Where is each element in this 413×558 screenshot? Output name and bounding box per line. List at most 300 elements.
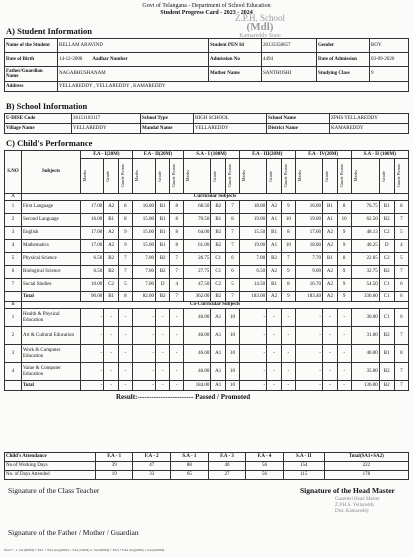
grade-point-cell: 9 — [337, 279, 351, 292]
result-line: Result:------------------------ Passed / Promoted — [116, 393, 251, 401]
grade-point-cell: 7 — [282, 253, 296, 266]
subject-sno: 4 — [5, 240, 22, 253]
marks-cell: 61.00 — [184, 240, 211, 253]
grade-point-cell: 5 — [394, 227, 408, 240]
student-name: BELLAM ARAVIND — [58, 39, 209, 53]
district-label: District Name — [267, 124, 330, 134]
district-value: KAMAREDDY — [330, 124, 409, 134]
marks-cell: 16.00 — [81, 214, 104, 227]
subject-name: Health & Physical Education — [22, 309, 81, 327]
marks-cell: 10.00 — [81, 279, 104, 292]
grade-point-cell: - — [170, 381, 184, 391]
grade-point-cell: 5 — [394, 253, 408, 266]
grade-cell: - — [104, 327, 119, 345]
grade-point-cell: 8 — [282, 227, 296, 240]
marks-cell: 40.00 — [351, 345, 379, 363]
marks-cell: 183.00 — [239, 292, 266, 302]
grade-point-cell: - — [337, 327, 351, 345]
grade-point-cell: 7 — [226, 240, 240, 253]
grade-cell: B2 — [379, 266, 394, 279]
grade-cell: B1 — [379, 345, 394, 363]
grade-points-subheader: Grade Points — [226, 159, 240, 194]
marks-cell: 6.50 — [239, 266, 266, 279]
grade-point-cell: - — [170, 363, 184, 381]
marks-cell: 32.75 — [351, 266, 379, 279]
grade-cell: C2 — [379, 253, 394, 266]
grade-subheader: Grade — [104, 159, 119, 194]
marks-cell: - — [81, 327, 104, 345]
doa-label: Date of Admission — [317, 53, 370, 67]
grade-point-cell: - — [119, 363, 133, 381]
school-type-value: HIGH SCHOOL — [194, 114, 267, 124]
grade-cell: - — [155, 363, 169, 381]
days-attended-cell: 178 — [324, 471, 408, 480]
working-days-cell: 88 — [170, 462, 208, 471]
mandal-value: YELLAREDDY — [194, 124, 267, 134]
days-attended-cell: 19 — [96, 471, 133, 480]
subject-sno: 1 — [5, 309, 22, 327]
address-label: Address — [5, 82, 58, 92]
days-attended-cell: 27 — [208, 471, 245, 480]
grade-cell: - — [155, 345, 169, 363]
grade-cell: B2 — [379, 327, 394, 345]
section-a-title: A) Student Information — [6, 26, 92, 36]
grade-cell: A1 — [211, 327, 226, 345]
grade-point-cell: - — [119, 381, 133, 391]
grade-point-cell: 7 — [170, 292, 184, 302]
gender-label: Gender — [317, 39, 370, 53]
grade-cell: A1 — [211, 345, 226, 363]
grade-point-cell: 8 — [119, 201, 133, 214]
marks-cell: 136.00 — [351, 381, 379, 391]
head-master-signature: Signature of the Head Master — [300, 486, 395, 495]
grade-cell: B1 — [379, 201, 394, 214]
grade-subheader: Grade — [211, 159, 226, 194]
grade-cell: A2 — [267, 292, 282, 302]
subject-row — [5, 279, 409, 292]
marks-subheader: Marks — [295, 159, 322, 194]
grade-cell: B1 — [104, 292, 119, 302]
grade-cell: B1 — [322, 201, 337, 214]
grade-point-cell: 7 — [119, 266, 133, 279]
marks-cell: 19.00 — [295, 214, 322, 227]
grade-cell: B2 — [211, 292, 226, 302]
grade-cell: B1 — [155, 227, 169, 240]
grade-point-cell: 9 — [337, 240, 351, 253]
grade-point-cell: 7 — [394, 214, 408, 227]
grade-point-cell: - — [119, 309, 133, 327]
grade-cell: A2 — [104, 240, 119, 253]
grade-cell: B2 — [211, 201, 226, 214]
marks-cell: - — [295, 381, 322, 391]
section-c-title: C) Child's Performance — [6, 138, 93, 148]
village-value: YELLAREDDY — [72, 124, 141, 134]
marks-subheader: Marks — [132, 159, 155, 194]
marks-cell: 27.75 — [184, 266, 211, 279]
marks-cell: 26.75 — [184, 253, 211, 266]
grade-cell: - — [155, 309, 169, 327]
marks-subheader: Marks — [239, 159, 266, 194]
marks-cell: 18.00 — [295, 240, 322, 253]
subject-sno: 2 — [5, 214, 22, 227]
address-value: YELLAREDDY , YELLAREDDY , KAMAREDDY — [58, 82, 409, 92]
school-name-label: School Name — [267, 114, 330, 124]
grade-point-cell: - — [282, 345, 296, 363]
grade-point-cell: 9 — [337, 266, 351, 279]
grade-cell: B2 — [155, 266, 169, 279]
grade-cell: B2 — [155, 253, 169, 266]
marks-cell: 9.00 — [295, 266, 322, 279]
grade-cell: B1 — [155, 240, 169, 253]
subject-sno: 4 — [5, 363, 22, 381]
grade-point-cell: 9 — [282, 266, 296, 279]
days-attended-label: No. of Days Attended — [5, 471, 96, 480]
subject-row — [5, 240, 409, 253]
grade-points-subheader: Grade Points — [119, 159, 133, 194]
marks-cell: 183.40 — [295, 292, 322, 302]
marks-cell: - — [295, 309, 322, 327]
marks-cell: 62.50 — [351, 214, 379, 227]
pen-label: Student PEN Id — [209, 39, 262, 53]
marks-cell: 16.00 — [295, 201, 322, 214]
cocurricular-heading: Co-Curricular Subjects — [22, 302, 409, 309]
marks-cell: 15.00 — [132, 240, 155, 253]
grade-point-cell: 5 — [226, 279, 240, 292]
grade-point-cell: 7 — [170, 266, 184, 279]
udise-value: 36151103117 — [72, 114, 141, 124]
grade-point-cell: 8 — [170, 227, 184, 240]
grade-point-cell: 8 — [282, 279, 296, 292]
grade-cell: A2 — [104, 201, 119, 214]
cototal-label: Total — [22, 381, 81, 391]
marks-cell: 47.50 — [184, 279, 211, 292]
school-name-value: ZPHS YELLAREDDY — [330, 114, 409, 124]
grade-point-cell: 8 — [337, 201, 351, 214]
grade-cell: - — [267, 381, 282, 391]
grade-point-cell: 7 — [119, 253, 133, 266]
attendance-col-5: F.A - 4 — [246, 453, 283, 462]
marks-cell: 7.00 — [132, 279, 155, 292]
class-teacher-signature: Signature of the Class Teacher — [8, 486, 100, 495]
grade-cell: A2 — [267, 266, 282, 279]
grade-cell: A1 — [322, 214, 337, 227]
grade-subheader: Grade — [322, 159, 337, 194]
mother-label: Mother Name — [209, 67, 262, 82]
marks-cell: 17.00 — [81, 227, 104, 240]
grade-point-cell: - — [337, 363, 351, 381]
grade-cell: B2 — [104, 266, 119, 279]
marks-cell: 19.00 — [239, 214, 266, 227]
subject-name: Work & Computer Education — [22, 345, 81, 363]
grade-point-cell: - — [337, 345, 351, 363]
subject-name: Value & Computer Education — [22, 363, 81, 381]
grade-cell: - — [267, 327, 282, 345]
grade-point-cell: 7 — [226, 292, 240, 302]
working-days-cell: 39 — [96, 462, 133, 471]
subject-name: Physical Science — [22, 253, 81, 266]
grade-point-cell: 10 — [226, 381, 240, 391]
marks-cell: - — [81, 309, 104, 327]
admission-no-value: 4494 — [262, 53, 317, 67]
subject-row — [5, 214, 409, 227]
marks-cell: 7.00 — [132, 266, 155, 279]
grade-points-subheader: Grade Points — [282, 159, 296, 194]
grade-point-cell: - — [170, 309, 184, 327]
grade-point-cell: - — [119, 327, 133, 345]
grade-point-cell: - — [170, 345, 184, 363]
attendance-col-2: F.A - 2 — [133, 453, 170, 462]
working-days-cell: 47 — [133, 462, 170, 471]
marks-cell: 82.00 — [132, 292, 155, 302]
attendance-col-6: S.A - II — [283, 453, 324, 462]
grade-point-cell: 8 — [337, 253, 351, 266]
grade-cell: B2 — [379, 214, 394, 227]
grade-point-cell: 10 — [226, 345, 240, 363]
marks-cell: 46.00 — [184, 309, 211, 327]
school-stamp-watermark: Z.P.H. School (Mdl) Kamareddy State — [234, 13, 285, 39]
marks-cell: 31.00 — [351, 327, 379, 345]
grade-point-cell: 10 — [226, 363, 240, 381]
grade-cell: - — [322, 363, 337, 381]
grade-cell: - — [155, 327, 169, 345]
grade-cell: A2 — [322, 240, 337, 253]
subject-sno: 7 — [5, 279, 22, 292]
grade-cell: - — [322, 381, 337, 391]
grade-cell: A2 — [267, 201, 282, 214]
father-label: Father/Guardian Name — [5, 67, 58, 82]
grade-cell: B1 — [104, 214, 119, 227]
grade-point-cell: 7 — [226, 227, 240, 240]
grade-cell: B2 — [211, 240, 226, 253]
marks-cell: 17.00 — [295, 227, 322, 240]
grade-subheader: Grade — [267, 159, 282, 194]
mother-value: SANTHOSHI — [262, 67, 317, 82]
grade-cell: B2 — [155, 292, 169, 302]
grade-cell: D — [155, 279, 169, 292]
grade-point-cell: 9 — [337, 292, 351, 302]
marks-cell: 15.00 — [132, 214, 155, 227]
marks-cell: - — [81, 345, 104, 363]
days-attended-cell: 56 — [246, 471, 283, 480]
subject-sno: 3 — [5, 345, 22, 363]
grade-cell: - — [104, 381, 119, 391]
grade-cell: B2 — [211, 227, 226, 240]
marks-cell: 70.50 — [184, 214, 211, 227]
grade-cell: C1 — [211, 266, 226, 279]
marks-cell: 17.00 — [81, 201, 104, 214]
village-label: Village Name — [5, 124, 72, 134]
group-a-label: A — [5, 194, 22, 201]
grade-subheader: Grade — [155, 159, 169, 194]
grade-point-cell: - — [337, 381, 351, 391]
grade-cell: B2 — [379, 381, 394, 391]
subject-row — [5, 253, 409, 266]
grade-cell: B2 — [379, 363, 394, 381]
cocurricular-row — [5, 327, 409, 345]
name-label: Name of the Student — [5, 39, 58, 53]
grade-cell: A1 — [211, 381, 226, 391]
marks-cell: 14.50 — [239, 279, 266, 292]
marks-cell: - — [239, 363, 266, 381]
marks-cell: - — [295, 345, 322, 363]
grade-point-cell: - — [170, 327, 184, 345]
subject-sno: 6 — [5, 266, 22, 279]
grade-point-cell: 8 — [170, 214, 184, 227]
grade-point-cell: 8 — [394, 345, 408, 363]
grade-points-subheader: Grade Points — [337, 159, 351, 194]
subject-name: English — [22, 227, 81, 240]
grade-point-cell: - — [119, 345, 133, 363]
aadhar-label: Aadhar Number — [92, 56, 128, 62]
exam-header-3: S.A - I (100M) — [184, 151, 240, 159]
subject-name: Biological Science — [22, 266, 81, 279]
grade-cell: A1 — [267, 214, 282, 227]
grade-cell: D — [379, 240, 394, 253]
marks-cell: - — [132, 381, 155, 391]
marks-cell: 30.00 — [351, 309, 379, 327]
class-value: 9 — [370, 67, 409, 82]
exam-header-1: F.A - I(20M) — [81, 151, 133, 159]
grade-cell: B1 — [267, 279, 282, 292]
grade-points-subheader: Grade Points — [170, 159, 184, 194]
father-value: NAGABHUSHANAM — [59, 71, 106, 77]
subject-name: Mathematics — [22, 240, 81, 253]
marks-cell: 362.00 — [184, 292, 211, 302]
marks-cell: 17.00 — [81, 240, 104, 253]
grade-cell: B1 — [322, 253, 337, 266]
subject-sno: 2 — [5, 327, 22, 345]
head-master-stamp: Gazetted Head Master Z.P.H.S. Yellareddy Dist. Kamareddy — [335, 497, 380, 514]
grade-cell: - — [104, 309, 119, 327]
grade-cell: C1 — [379, 279, 394, 292]
header-line2: Student Progress Card - 2023 - 2024 — [160, 10, 253, 16]
grade-cell: C2 — [211, 279, 226, 292]
attendance-col-7: Total(SA1+SA2) — [324, 453, 408, 462]
cocurricular-row — [5, 309, 409, 327]
grade-point-cell: 10 — [282, 240, 296, 253]
marks-cell: - — [239, 345, 266, 363]
subjects-header: Subjects — [22, 151, 81, 194]
grade-cell: C1 — [211, 253, 226, 266]
marks-cell: - — [239, 381, 266, 391]
section-b-title: B) School Information — [6, 101, 88, 111]
student-info-table — [4, 38, 409, 92]
exam-header-5: F.A - IV(20M) — [295, 151, 351, 159]
marks-cell: 7.00 — [239, 253, 266, 266]
grade-cell: A1 — [211, 309, 226, 327]
working-days-cell: 40 — [208, 462, 245, 471]
grade-cell: B1 — [155, 214, 169, 227]
cocurricular-row — [5, 345, 409, 363]
class-label: Studying Class — [317, 67, 370, 82]
grade-point-cell: 8 — [226, 214, 240, 227]
grade-point-cell: 4 — [394, 240, 408, 253]
admission-no-label: Admission No — [209, 53, 262, 67]
total-label: Total — [22, 292, 81, 302]
curricular-heading: Curricular Subjects — [22, 194, 409, 201]
marks-cell: 54.50 — [351, 279, 379, 292]
grade-cell: - — [104, 345, 119, 363]
marks-cell: 336.60 — [351, 292, 379, 302]
grade-point-cell: - — [282, 327, 296, 345]
grade-point-cell: 7 — [394, 381, 408, 391]
grade-point-cell: 9 — [337, 227, 351, 240]
marks-cell: 68.50 — [184, 201, 211, 214]
grade-cell: B2 — [267, 253, 282, 266]
marks-cell: 40.25 — [351, 240, 379, 253]
grade-point-cell: 8 — [394, 201, 408, 214]
subject-row — [5, 201, 409, 214]
marks-cell: - — [239, 327, 266, 345]
grade-point-cell: 10 — [226, 327, 240, 345]
marks-cell: 16.70 — [295, 279, 322, 292]
marks-subheader: Marks — [184, 159, 211, 194]
grade-cell: - — [155, 381, 169, 391]
school-type-label: School Type — [141, 114, 194, 124]
marks-subheader: Marks — [81, 159, 104, 194]
marks-cell: - — [81, 363, 104, 381]
exam-header-4: F.A - III(20M) — [239, 151, 295, 159]
school-info-table — [4, 113, 409, 134]
marks-cell: 46.00 — [184, 363, 211, 381]
marks-cell: 7.00 — [132, 253, 155, 266]
grade-point-cell: - — [282, 363, 296, 381]
marks-cell: 6.50 — [81, 266, 104, 279]
grade-point-cell: 7 — [394, 266, 408, 279]
gender-value: BOY — [370, 39, 409, 53]
grade-point-cell: - — [282, 381, 296, 391]
performance-table — [4, 150, 409, 391]
grade-cell: C1 — [379, 309, 394, 327]
grade-point-cell: 6 — [226, 266, 240, 279]
marks-cell: 46.00 — [184, 327, 211, 345]
grade-point-cell: 6 — [394, 309, 408, 327]
attendance-table — [4, 452, 409, 480]
marks-cell: 15.50 — [239, 227, 266, 240]
grade-point-cell: 8 — [170, 240, 184, 253]
marks-cell: 22.65 — [351, 253, 379, 266]
header — [0, 3, 413, 17]
grade-point-cell: 8 — [119, 292, 133, 302]
subject-sno: 3 — [5, 227, 22, 240]
grade-cell: B1 — [155, 201, 169, 214]
grade-cell: - — [267, 345, 282, 363]
subject-name: First Language — [22, 201, 81, 214]
marks-cell: - — [132, 363, 155, 381]
grade-cell: A2 — [322, 279, 337, 292]
grade-point-cell: 9 — [282, 292, 296, 302]
grade-point-cell: 5 — [119, 279, 133, 292]
grade-cell: A1 — [211, 363, 226, 381]
subject-sno: 5 — [5, 253, 22, 266]
marks-cell: 184.00 — [184, 381, 211, 391]
header-line1: Govt of Telangana - Department of School Education — [142, 3, 271, 9]
grade-cell: - — [322, 309, 337, 327]
subject-row — [5, 227, 409, 240]
marks-cell: 76.75 — [351, 201, 379, 214]
mandal-label: Mandal Name — [141, 124, 194, 134]
grade-point-cell: 7 — [394, 327, 408, 345]
working-days-cell: 222 — [324, 462, 408, 471]
grade-point-cell: 8 — [170, 201, 184, 214]
grade-cell: - — [267, 309, 282, 327]
grade-cell: - — [322, 327, 337, 345]
subject-name: Art & Cultural Education — [22, 327, 81, 345]
grade-cell: B2 — [104, 253, 119, 266]
grade-point-cell: - — [337, 309, 351, 327]
grade-point-cell: 9 — [282, 201, 296, 214]
attendance-label: Child's Attendance — [5, 453, 96, 462]
